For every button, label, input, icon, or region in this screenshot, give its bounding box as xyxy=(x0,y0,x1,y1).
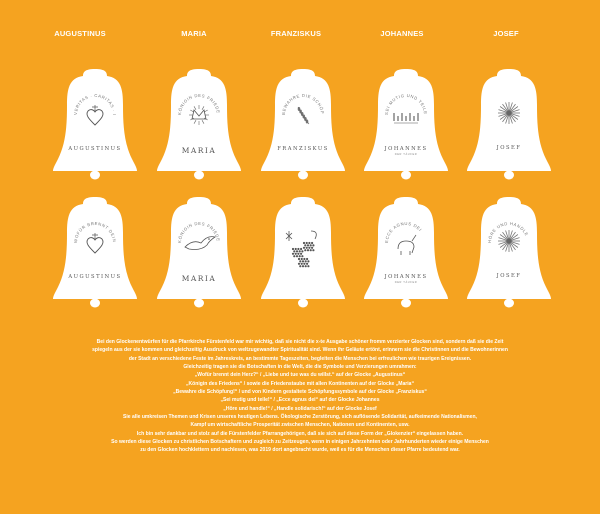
text-line: Ich bin sehr dankbar und stolz auf die Fürstenfelder Pfarrangehörigen, daß sie sich auf diese Form der „Glokenzier“ eingelassen haben. xyxy=(136,430,464,437)
bell-label: AUGUSTINUS xyxy=(68,274,122,280)
bell-icon xyxy=(253,195,353,320)
bell-icon xyxy=(149,67,249,192)
bell-ring-inscription: ECCE AGNUS DEI xyxy=(383,220,424,244)
bell-label: FRANZISKUS xyxy=(277,146,329,152)
bell-label: JOHANNES xyxy=(384,146,428,152)
bell-label: JOSEF xyxy=(496,145,522,151)
bell-franziskus-1 xyxy=(253,67,353,192)
text-line: Gleichzeitig tragen sie die Botschaften in die Welt, die die Symbole und Verzierungen umrahmen: xyxy=(183,364,417,371)
bell-maria-1 xyxy=(149,67,249,192)
bell-josef-1 xyxy=(459,67,559,192)
text-line: Sie alle umkreisen Themen und Krisen unseres heutigen Lebens. Ökologische Zerstörung, sich auflösende Solidarität, aufkeimende Nationalismen, xyxy=(123,414,477,421)
bell-maria-2 xyxy=(149,195,249,320)
bell-ring-inscription: HÖRE UND HANDLE xyxy=(486,220,530,244)
bell-josef-2 xyxy=(459,195,559,320)
text-line: Bei den Glockenentwürfen für die Pfarrkirche Fürstenfeld war mir wichtig, daß sie nicht die x-te Ausgabe schöner fromm verzierter Glocken sind, sondern daß sie die Zeit xyxy=(96,339,504,345)
name-franziskus: FRANZISKUS xyxy=(270,29,322,38)
bell-icon xyxy=(459,195,559,320)
bell-icon xyxy=(356,195,456,320)
description-text xyxy=(30,338,570,455)
bell-names-row xyxy=(0,29,600,43)
bell-ring-inscription: WOFÜR BRENNT DEIN xyxy=(72,220,118,244)
text-line: „Höre und handle!“ / „Handle solidarisch!“ auf der Glocke Josef xyxy=(223,405,377,412)
bell-ring-inscription: SEI MUTIG UND TEILE xyxy=(383,92,429,116)
bell-sublabel: DER TÄUFER xyxy=(394,281,418,284)
text-line: der Stadt an verschiedene Feste im Jahreskreis, an bestimmte Tageszeiten, begleiten die Menschen bei erfreulichen wie traurigen Ereignissen. xyxy=(128,355,472,362)
bell-johannes-1 xyxy=(356,67,456,192)
name-josef: JOSEF xyxy=(493,29,519,38)
bell-icon xyxy=(459,67,559,192)
bell-label: MARIA xyxy=(181,274,217,283)
text-line: spiegeln aus der sie kommen und gleichzeitig Ausdruck von weltzugewandter Spiritualität sind. Wenn ihr Geläute ertönt, erinnern sie die Christinnen und die Bewohnerinnen xyxy=(92,347,508,354)
text-line: zu den Glocken hochklettern und nachlesen, was 2019 dort angebracht wurde, weil es für die Menschen dieser Pfarre bedeutend war. xyxy=(140,447,460,454)
bell-label: AUGUSTINUS xyxy=(68,146,122,152)
bell-ring-inscription: KÖNIGIN DES FRIEDE xyxy=(176,92,221,116)
bell-ring-inscription: BEWAHRE DIE SCHÖP xyxy=(280,92,326,116)
bell-ring-inscription: KÖNIGIN DES FRIEDE xyxy=(176,220,221,244)
bell-icon xyxy=(45,195,145,320)
name-maria: MARIA xyxy=(181,29,207,38)
bell-johannes-2 xyxy=(356,195,456,320)
bell-icon xyxy=(45,67,145,192)
bell-franziskus-2 xyxy=(253,195,353,320)
bell-icon xyxy=(253,67,353,192)
bell-icon xyxy=(149,195,249,320)
bell-sublabel: DER TÄUFER xyxy=(394,153,418,156)
name-johannes: JOHANNES xyxy=(380,29,424,38)
text-line: „Königin des Friedens“ / sowie die Friedenstaube mit allen Kontinenten auf der Glocke „Maria“ xyxy=(186,380,414,387)
bell-label: JOSEF xyxy=(496,273,522,279)
text-line: Kampf um wirtschaftliche Prosperität zwischen Menschen, Nationen und Kontinenten, usw. xyxy=(190,422,410,429)
bell-icon xyxy=(356,67,456,192)
name-augustinus: AUGUSTINUS xyxy=(54,29,106,38)
text-line: „Wofür brennt dein Herz?“ / „Liebe und tue was du willst.“ auf der Glocke „Augustinus“ xyxy=(194,372,406,379)
bell-label: JOHANNES xyxy=(384,274,428,280)
bell-ring-inscription: VERITAS · CARITAS · I xyxy=(72,92,118,116)
bell-augustinus-1 xyxy=(45,67,145,192)
text-line: So werden diese Glocken zu christlichen Botschaftern und zugleich zu Zeitzeugen, wenn in einigen Jahrzehnten oder Jahrhunderten wieder einige Menschen xyxy=(111,439,489,446)
text-line: „Sei mutig und teile!“ / „Ecce agnus dei“ auf der Glocke Johannes xyxy=(220,397,380,404)
bell-label: MARIA xyxy=(181,146,217,155)
bell-augustinus-2 xyxy=(45,195,145,320)
text-line: „Bewahre die Schöpfung!“ / und von Kindern gestaltete Schöpfungssymbole auf der Glocke „Franziskus“ xyxy=(173,389,427,396)
